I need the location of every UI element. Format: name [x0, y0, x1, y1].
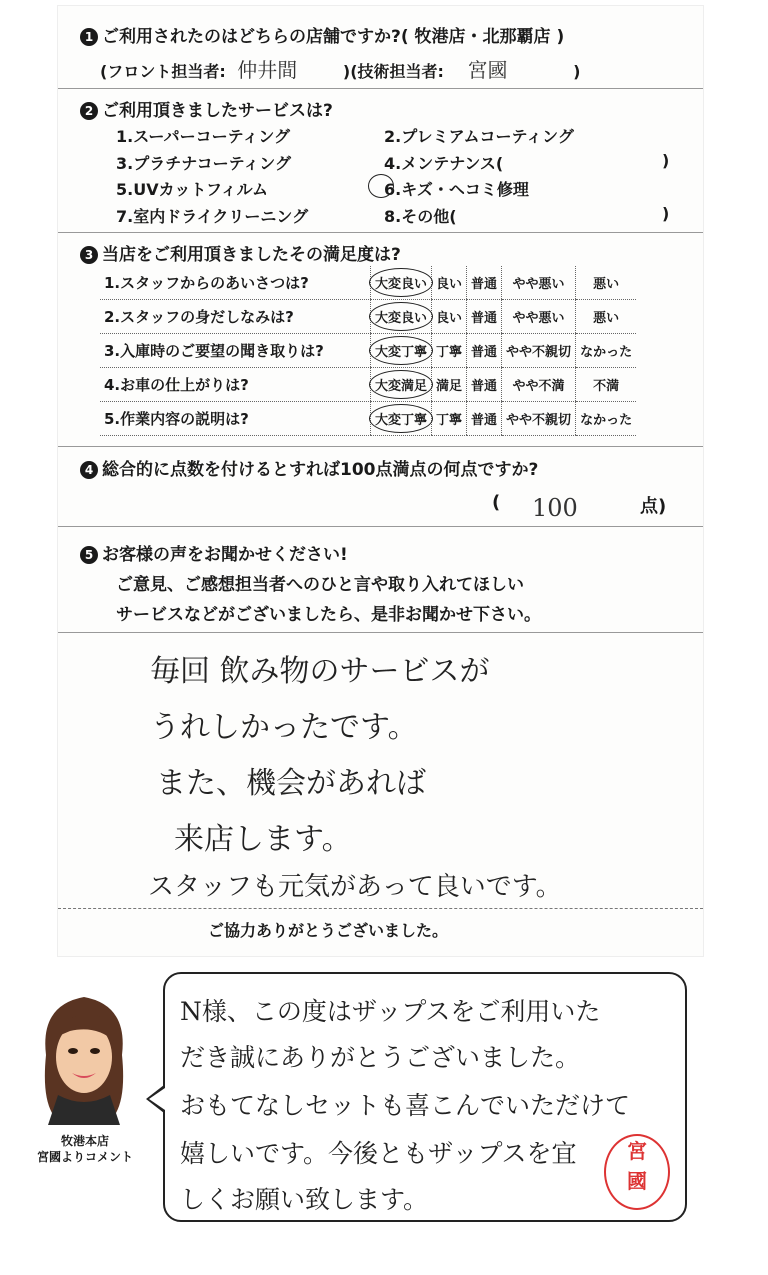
customer-comment-line: また、機会があれば	[156, 766, 426, 801]
choice: 悪い	[576, 300, 637, 334]
choice: やや不親切	[502, 402, 576, 436]
tech-staff-label: )(技術担当者:	[342, 62, 444, 81]
choice: 良い	[432, 300, 467, 334]
number-badge-2: 2	[80, 102, 98, 120]
choice: なかった	[576, 402, 637, 436]
thanks-text: ご協力ありがとうございました。	[208, 921, 449, 940]
selection-circle	[369, 336, 433, 365]
choice: 普通	[467, 300, 502, 334]
choice: 不満	[576, 368, 637, 402]
service-option: 1.スーパーコーティング	[116, 127, 291, 146]
divider	[58, 632, 703, 633]
selection-circle	[369, 268, 433, 297]
choice: 普通	[467, 334, 502, 368]
choice-label: 大変丁寧	[375, 345, 428, 360]
divider	[58, 908, 703, 909]
number-badge-1: 1	[80, 28, 98, 46]
question-2-text: ご利用頂きましたサービスは?	[102, 101, 333, 121]
choice: 丁寧	[432, 334, 467, 368]
choice-label: 大変丁寧	[375, 413, 428, 428]
satisfaction-item: 3.入庫時のご要望の聞き取りは?	[100, 334, 371, 368]
choice-selected	[371, 266, 432, 300]
question-4	[80, 455, 538, 480]
choice-selected	[371, 334, 432, 368]
number-badge-3: 3	[80, 246, 98, 264]
table-row	[100, 334, 636, 368]
question-5-text: お客様の声をお聞かせください!	[102, 545, 348, 565]
selection-circle	[369, 370, 433, 399]
divider	[58, 88, 703, 89]
choice-label: 大変良い	[375, 277, 428, 292]
choice: 普通	[467, 402, 502, 436]
choice: 普通	[467, 368, 502, 402]
choice: やや不親切	[502, 334, 576, 368]
choice-selected	[371, 300, 432, 334]
close-paren: )	[662, 204, 670, 223]
score-unit: 点)	[640, 496, 667, 517]
choice: 良い	[432, 266, 467, 300]
selection-circle	[368, 174, 394, 198]
divider	[58, 526, 703, 527]
choice: 悪い	[576, 266, 637, 300]
staff-caption: 宮國よりコメント	[36, 1150, 133, 1164]
satisfaction-table	[100, 266, 636, 436]
stamp-char: 宮	[627, 1139, 647, 1163]
survey-sheet	[58, 6, 703, 956]
customer-comment-line: スタッフも元気があって良いです。	[148, 872, 562, 902]
selection-circle	[369, 302, 433, 331]
choice: 丁寧	[432, 402, 467, 436]
number-badge-5: 5	[80, 546, 98, 564]
number-badge-4: 4	[80, 461, 98, 479]
choice: なかった	[576, 334, 637, 368]
question-4-text: 総合的に点数を付けるとすれば100点満点の何点ですか?	[102, 460, 539, 480]
table-row	[100, 266, 636, 300]
question-1	[80, 22, 564, 47]
question-5	[80, 540, 348, 565]
customer-comment-line: うれしかったです。	[150, 710, 418, 745]
service-option: 2.プレミアムコーティング	[384, 127, 574, 146]
staff-reply-line: 嬉しいです。今後ともザップスを宜	[180, 1139, 577, 1168]
choice-label: 大変満足	[375, 379, 428, 394]
customer-comment-line: 毎回 飲み物のサービスが	[150, 654, 490, 689]
score-open-paren: (	[492, 492, 501, 513]
service-option: 4.メンテナンス(	[384, 154, 504, 173]
choice-label: 大変良い	[375, 311, 428, 326]
customer-comment-line: 来店します。	[174, 822, 352, 857]
table-row	[100, 402, 636, 436]
front-staff-label: (フロント担当者:	[100, 62, 226, 81]
score-value: 100	[532, 494, 578, 522]
service-option: 8.その他(	[384, 207, 457, 226]
front-staff-value: 仲井間	[237, 58, 298, 82]
choice: 普通	[467, 266, 502, 300]
staff-close-paren: )	[573, 62, 581, 81]
table-row	[100, 368, 636, 402]
close-paren: )	[662, 151, 670, 170]
staff-avatar	[36, 985, 132, 1125]
satisfaction-item: 5.作業内容の説明は?	[100, 402, 371, 436]
service-option: 5.UVカットフィルム	[116, 180, 269, 199]
stamp-char: 國	[627, 1169, 647, 1193]
staff-reply-line: おもてなしセットも喜こんでいただけて	[180, 1091, 631, 1120]
service-option: 3.プラチナコーティング	[116, 154, 291, 173]
staff-line	[100, 54, 580, 83]
selection-circle	[369, 404, 433, 433]
name-stamp	[604, 1134, 670, 1210]
service-option-selected: 6.キズ・ヘコミ修理	[384, 180, 529, 199]
choice: やや悪い	[502, 300, 576, 334]
choice-selected	[371, 402, 432, 436]
satisfaction-item: 4.お車の仕上がりは?	[100, 368, 371, 402]
question-5-line: サービスなどがございましたら、是非お聞かせ下さい。	[116, 605, 541, 625]
divider	[58, 446, 703, 447]
table-row	[100, 300, 636, 334]
staff-reply-line: しくお願い致します。	[180, 1185, 429, 1214]
question-3-text: 当店をご利用頂きましたその満足度は?	[102, 245, 401, 265]
service-option: 7.室内ドライクリーニング	[116, 207, 309, 226]
satisfaction-item: 2.スタッフの身だしなみは?	[100, 300, 371, 334]
question-3	[80, 240, 401, 265]
choice-selected	[371, 368, 432, 402]
staff-reply-line: N様、この度はザップスをご利用いた	[180, 997, 601, 1026]
speech-bubble-tail-inner	[149, 1088, 165, 1110]
staff-reply-line: だき誠にありがとうございました。	[180, 1043, 581, 1072]
staff-caption: 牧港本店	[60, 1134, 109, 1148]
question-2	[80, 96, 333, 121]
tech-staff-value: 宮國	[467, 58, 508, 82]
choice: 満足	[432, 368, 467, 402]
question-5-line: ご意見、ご感想担当者へのひと言や取り入れてほしい	[116, 575, 524, 595]
question-1-text: ご利用されたのはどちらの店舗ですか?( 牧港店・北那覇店 )	[102, 27, 565, 47]
choice: やや不満	[502, 368, 576, 402]
divider	[58, 232, 703, 233]
satisfaction-item: 1.スタッフからのあいさつは?	[100, 266, 371, 300]
choice: やや悪い	[502, 266, 576, 300]
